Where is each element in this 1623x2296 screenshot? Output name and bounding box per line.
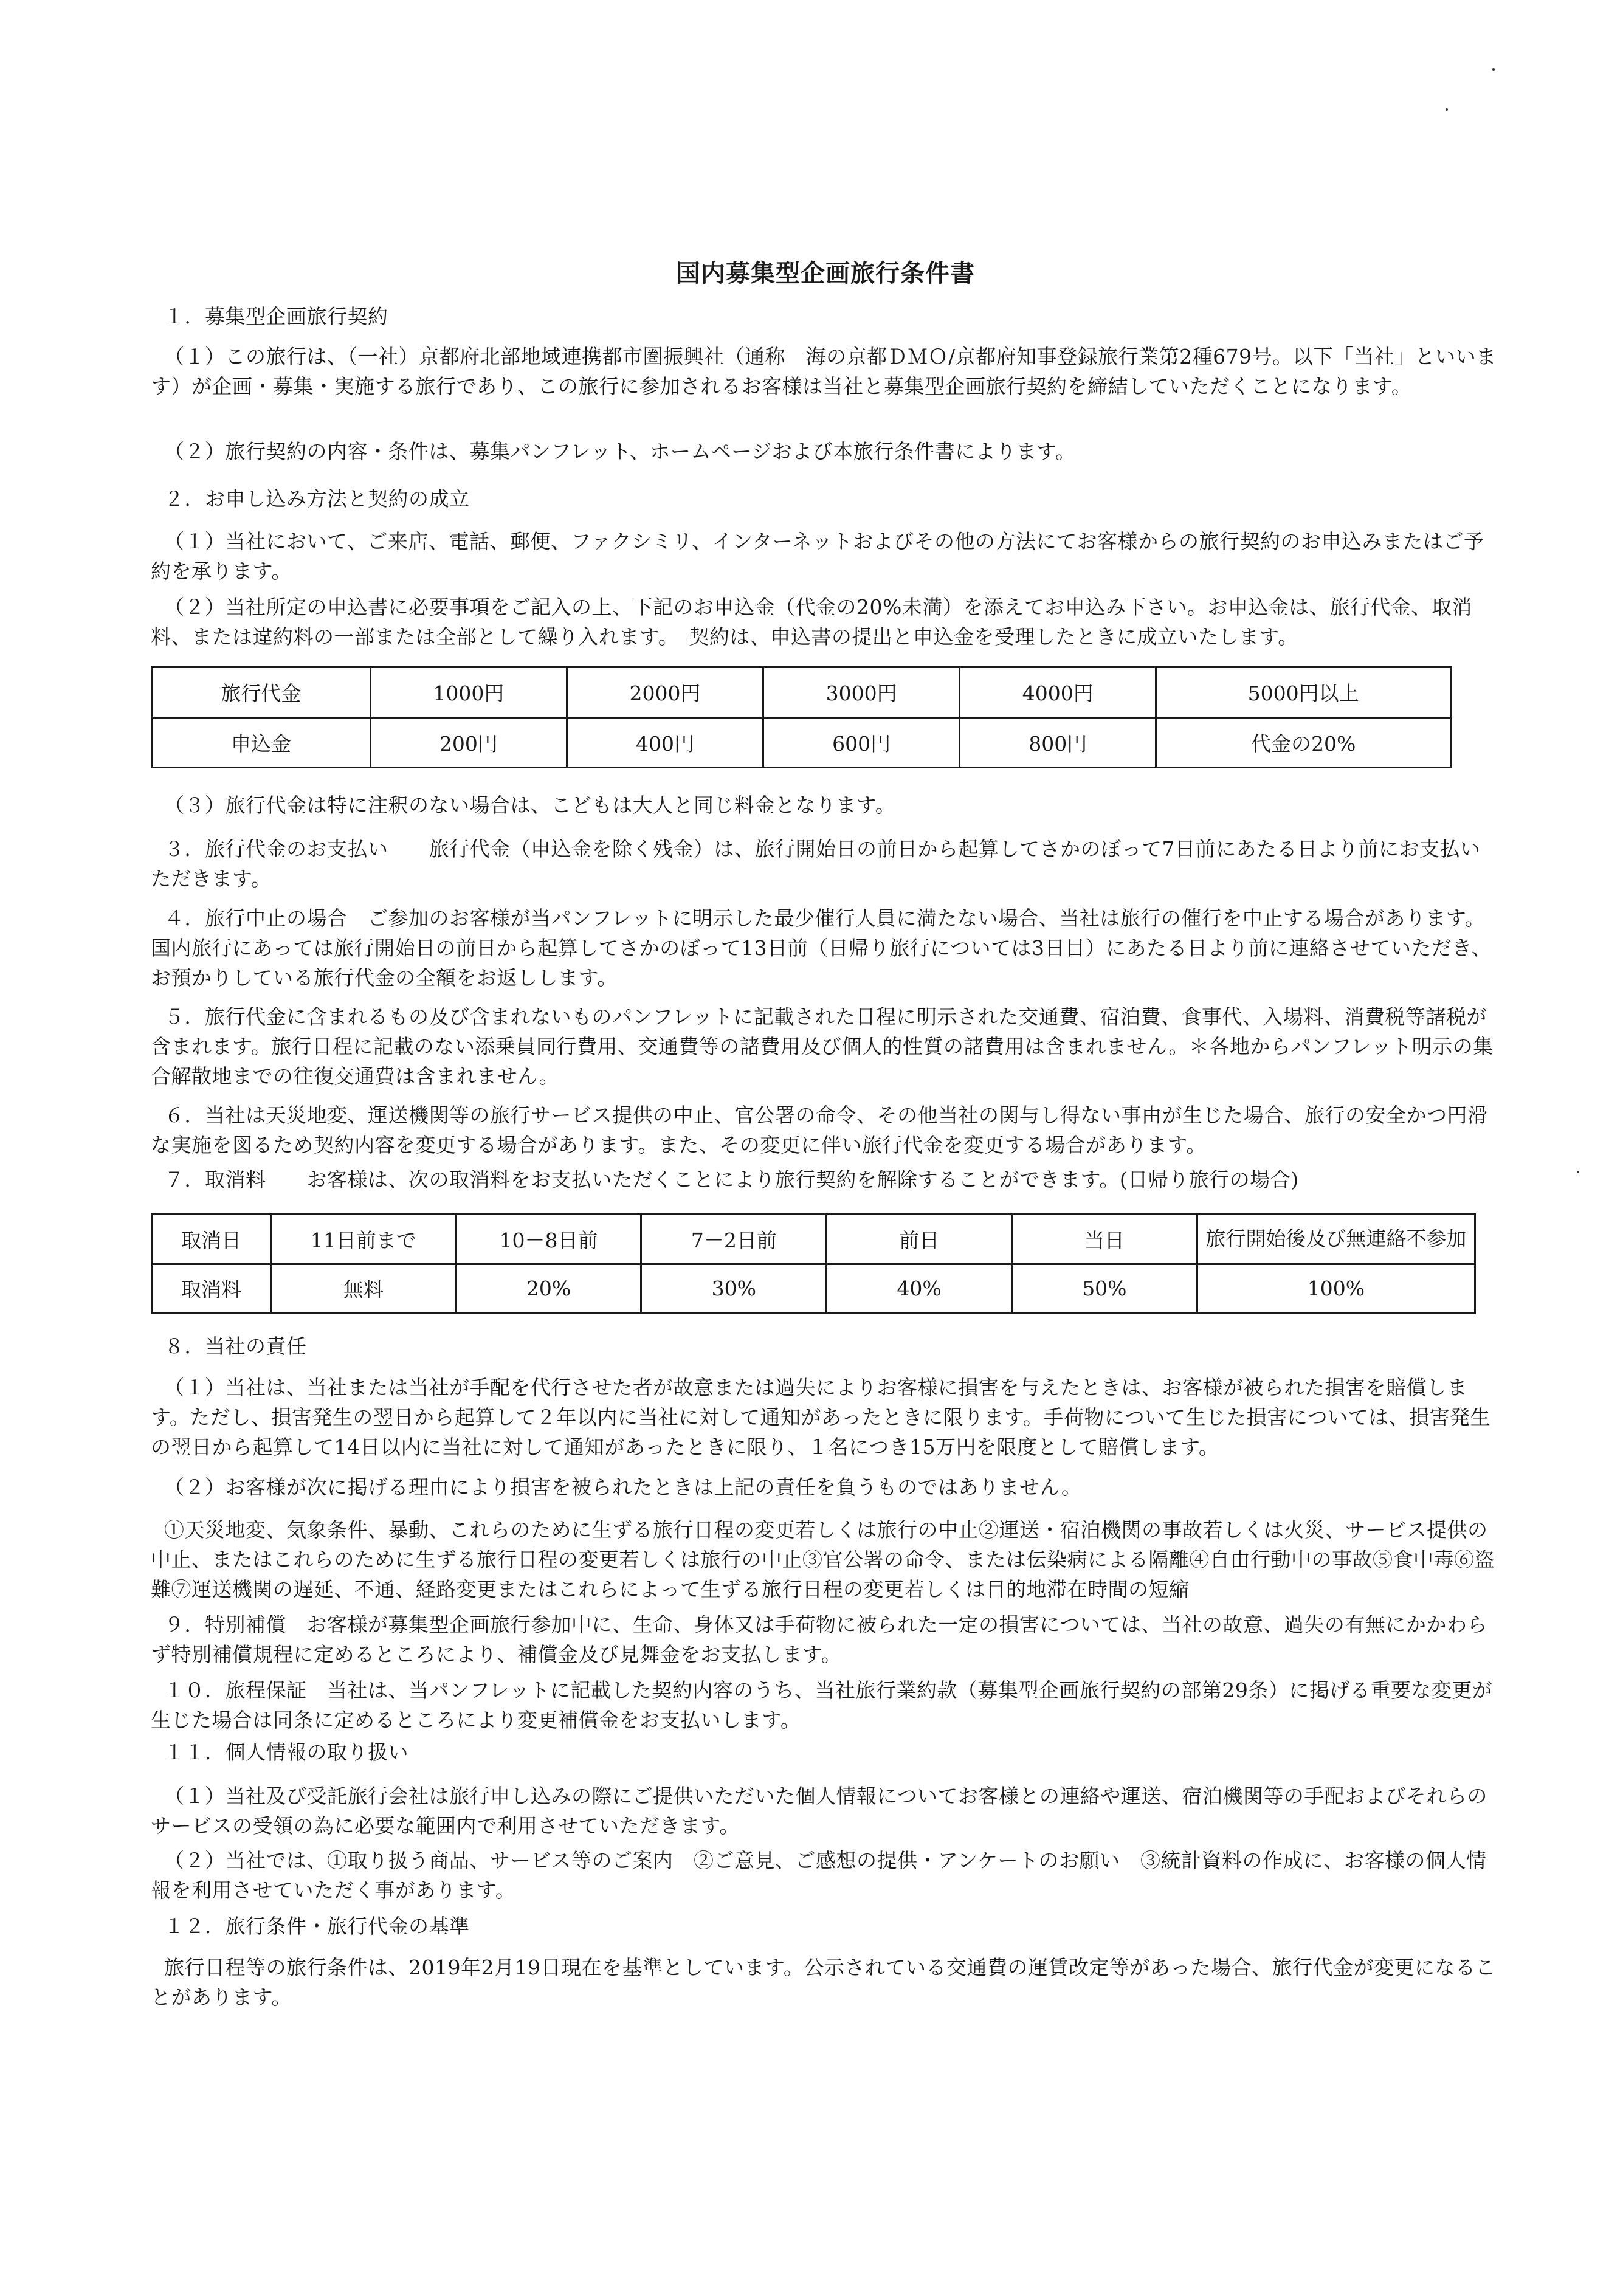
section-9-paragraph: ９．特別補償 お客様が募集型企画旅行参加中に、生命、身体又は手荷物に被られた一定の損害については、当社の故意、過失の有無にかかわらず特別補償規程に定めるところにより、補償金及び見舞金をお支払します。 (151, 1613, 1487, 1666)
scan-speck (1492, 68, 1495, 71)
section-1-heading: １．募集型企画旅行契約 (164, 305, 388, 328)
table-cell: 取消日 (152, 1215, 271, 1264)
section-8-heading: ８．当社の責任 (164, 1334, 307, 1358)
section-2-paragraph-2: （２）当社所定の申込書に必要事項をご記入の上、下記のお申込金（代金の20%未満）を添えてお申込み下さい。お申込金は、旅行代金、取消料、または違約料の一部または全部として繰り入れます。 契約は、申込書の提出と申込金を受理したときに成立いたします。 (151, 595, 1472, 649)
table-cell: 400円 (567, 717, 763, 768)
section-8-paragraph-3: ①天災地変、気象条件、暴動、これらのために生ずる旅行日程の変更若しくは旅行の中止②運送・宿泊機関の事故若しくは火災、サービス提供の中止、またはこれらのために生ずる旅行日程の変更若しくは旅行の中止③官公署の命令、または伝染病による隔離④自由行動中の事故⑤食中毒⑥盗難⑦運送機関の遅延、不通、経路変更またはこれらによって生ずる旅行日程の変更若しくは目的地滞在時間の短縮 (151, 1518, 1495, 1601)
section-2-heading: ２．お申し込み方法と契約の成立 (164, 487, 470, 511)
table-cell: 200円 (370, 717, 567, 768)
section-12-paragraph-1: 旅行日程等の旅行条件は、2019年2月19日現在を基準としています。公示されている交通費の運賃改定等があった場合、旅行代金が変更になることがあります。 (151, 1956, 1496, 2009)
table-cell: 100% (1197, 1264, 1475, 1314)
section-1-paragraph-2: （２）旅行契約の内容・条件は、募集パンフレット、ホームページおよび本旅行条件書によります。 (164, 440, 1076, 463)
table-cell: 無料 (270, 1264, 456, 1314)
section-12-heading: １２．旅行条件・旅行代金の基準 (164, 1914, 470, 1938)
table-cell: 代金の20% (1156, 717, 1451, 768)
section-5-paragraph: ５．旅行代金に含まれるもの及び含まれないものパンフレットに記載された日程に明示された交通費、宿泊費、食事代、入場料、消費税等諸税が含まれます。旅行日程に記載のない添乗員同行費用、交通費等の諸費用及び個人的性質の諸費用は含まれません。＊各地からパンフレット明示の集合解散地までの往復交通費は含まれません。 (151, 1005, 1494, 1088)
table-cell: 20% (456, 1264, 641, 1314)
table-cell: 4000円 (960, 667, 1156, 718)
table-cell: 申込金 (152, 717, 371, 768)
scan-speck (1446, 108, 1448, 111)
section-11-paragraph-2: （２）当社では、①取り扱う商品、サービス等のご案内 ②ご意見、ご感想の提供・アンケートのお願い ③統計資料の作成に、お客様の個人情報を利用させていただく事があります。 (151, 1849, 1487, 1902)
table-cell: 当日 (1011, 1215, 1197, 1264)
table-cell: 5000円以上 (1156, 667, 1451, 718)
table-cell: 600円 (763, 717, 960, 768)
table-cell: 取消料 (152, 1264, 271, 1314)
table-cell: 旅行代金 (152, 667, 371, 718)
table-cell: 30% (641, 1264, 827, 1314)
table-row (152, 717, 1451, 768)
table-row (152, 1264, 1475, 1314)
table-cell: 前日 (827, 1215, 1012, 1264)
section-8-paragraph-2: （２）お客様が次に掲げる理由により損害を被られたときは上記の責任を負うものではありません。 (164, 1475, 1082, 1499)
table-cell: 旅行開始後及び無連絡不参加 (1197, 1215, 1475, 1264)
table-row (152, 1215, 1475, 1264)
table-cell: 10－8日前 (456, 1215, 641, 1264)
section-10-paragraph: １０．旅程保証 当社は、当パンフレットに記載した契約内容のうち、当社旅行業約款（募集型企画旅行契約の部第29条）に掲げる重要な変更が生じた場合は同条に定めるところにより変更補償金をお支払いします。 (151, 1678, 1493, 1732)
table-cell: 50% (1011, 1264, 1197, 1314)
table-cell: 1000円 (370, 667, 567, 718)
section-11-heading: １１．個人情報の取り扱い (164, 1740, 408, 1764)
table-cell: 7－2日前 (641, 1215, 827, 1264)
section-2-paragraph-1: （１）当社において、ご来店、電話、郵便、ファクシミリ、インターネットおよびその他の方法にてお客様からの旅行契約のお申込みまたはご予約を承ります。 (151, 529, 1484, 583)
section-3-paragraph: ３．旅行代金のお支払い 旅行代金（申込金を除く残金）は、旅行開始日の前日から起算してさかのぼって7日前にあたる日より前にお支払いただきます。 (151, 837, 1481, 891)
deposit-table (151, 666, 1452, 768)
table-cell: 3000円 (763, 667, 960, 718)
section-2-paragraph-3: （３）旅行代金は特に注釈のない場合は、こどもは大人と同じ料金となります。 (164, 793, 896, 817)
table-row (152, 667, 1451, 718)
scan-speck (1577, 1171, 1579, 1173)
section-6-paragraph: ６．当社は天災地変、運送機関等の旅行サービス提供の中止、官公署の命令、その他当社の関与し得ない事由が生じた場合、旅行の安全かつ円滑な実施を図るため契約内容を変更する場合があります。また、その変更に伴い旅行代金を変更する場合があります。 (151, 1103, 1488, 1157)
section-4-paragraph: ４．旅行中止の場合 ご参加のお客様が当パンフレットに明示した最少催行人員に満たない場合、当社は旅行の催行を中止する場合があります。国内旅行にあっては旅行開始日の前日から起算してさかのぼって13日前（日帰り旅行については3日目）にあたる日より前に連絡させていただき、お預かりしている旅行代金の全額をお返しします。 (151, 906, 1492, 990)
section-7-paragraph: ７．取消料 お客様は、次の取消料をお支払いただくことにより旅行契約を解除することができます。(日帰り旅行の場合) (164, 1168, 1299, 1191)
cancellation-fee-table (151, 1213, 1476, 1314)
section-8-paragraph-1: （１）当社は、当社または当社が手配を代行させた者が故意または過失によりお客様に損害を与えたときは、お客様が被られた損害を賠償します。ただし、損害発生の翌日から起算して２年以内に当社に対して通知があったときに限ります。手荷物について生じた損害については、損害発生の翌日から起算して14日以内に当社に対して通知があったときに限り、１名につき15万円を限度として賠償します。 (151, 1376, 1491, 1459)
table-cell: 40% (827, 1264, 1012, 1314)
table-cell: 11日前まで (270, 1215, 456, 1264)
table-cell: 2000円 (567, 667, 763, 718)
document-title: 国内募集型企画旅行条件書 (676, 260, 975, 288)
section-11-paragraph-1: （１）当社及び受託旅行会社は旅行申し込みの際にご提供いただいた個人情報についてお客様との連絡や運送、宿泊機関等の手配およびそれらのサービスの受領の為に必要な範囲内で利用させていただきます。 (151, 1784, 1487, 1838)
section-1-paragraph-1: （１）この旅行は、（一社）京都府北部地域連携都市圏振興社（通称 海の京都ＤＭＯ/京都府知事登録旅行業第2種679号。以下「当社」といいます）が企画・募集・実施する旅行であり、この旅行に参加されるお客様は当社と募集型企画旅行契約を締結していただくことになります。 (151, 345, 1497, 398)
table-cell: 800円 (960, 717, 1156, 768)
